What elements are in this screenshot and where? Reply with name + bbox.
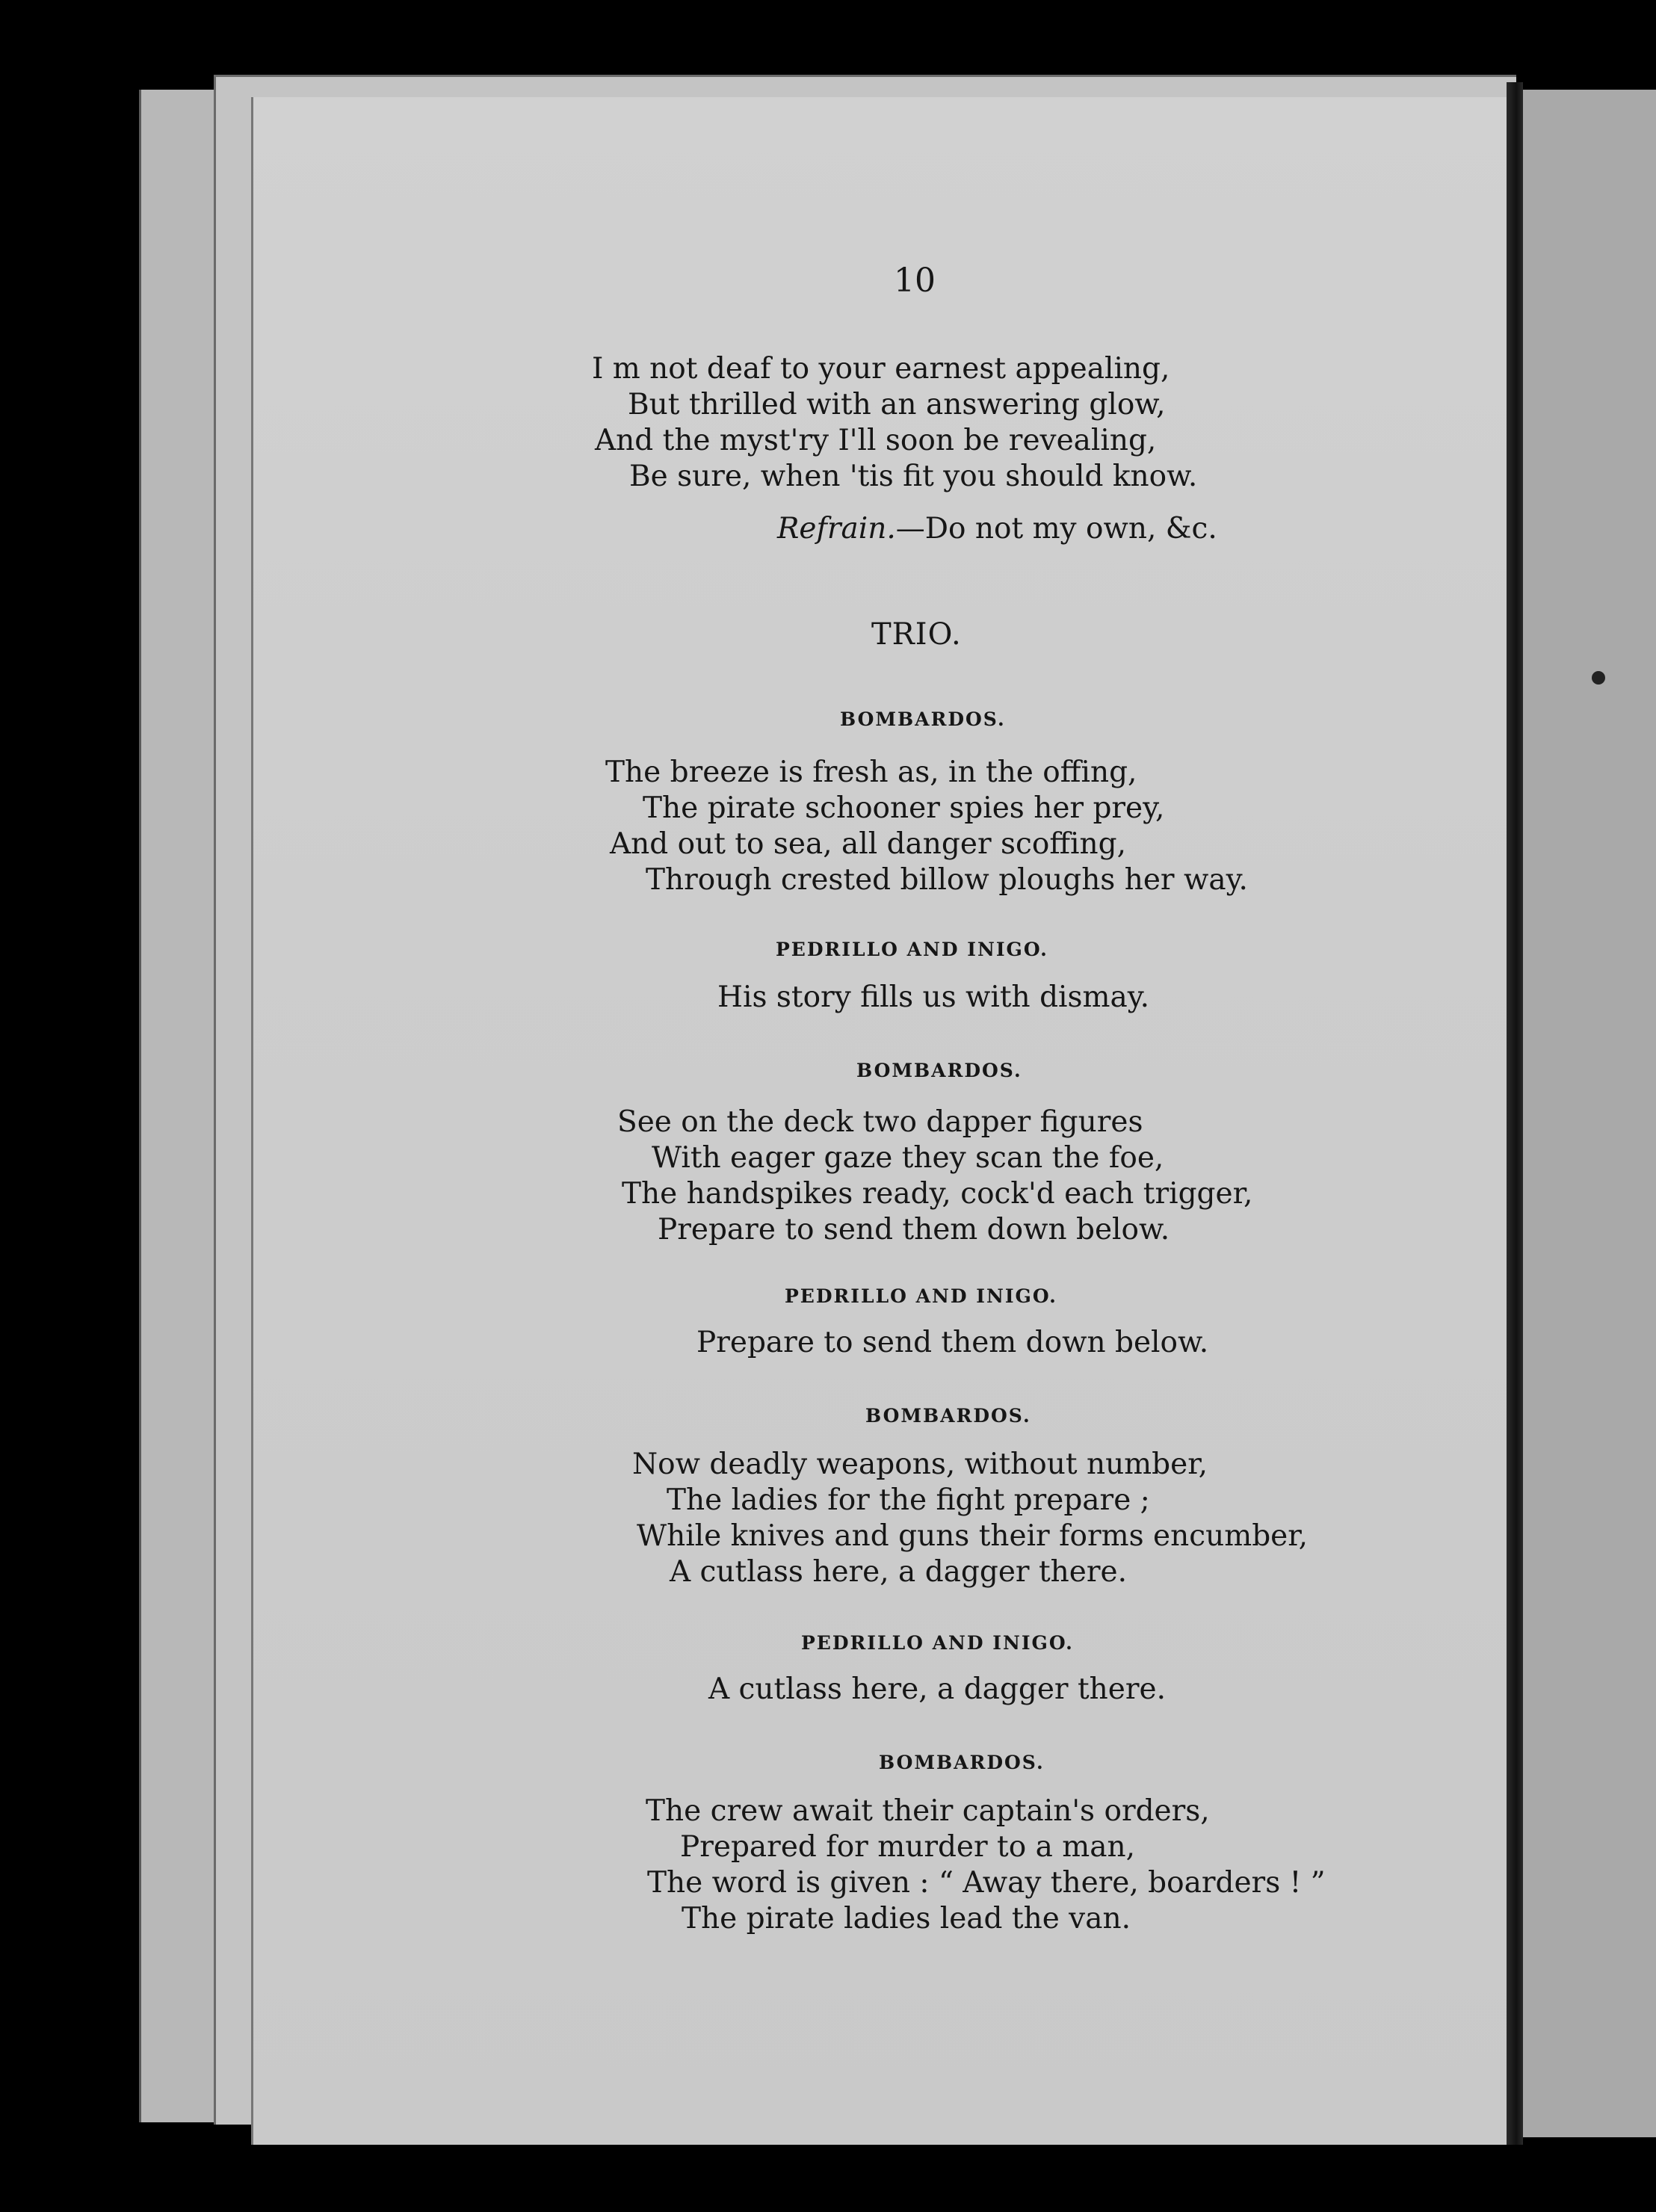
verse-line: With eager gaze they scan the foe, [652,1141,1164,1175]
verse-line: Through crested billow ploughs her way. [646,863,1248,897]
speaker-name: BOMBARDOS. [879,1752,1045,1773]
response-line: A cutlass here, a dagger there. [708,1672,1166,1706]
verse-line: But thrilled with an answering glow, [628,388,1166,421]
verse-line: Now deadly weapons, without number, [632,1448,1208,1481]
verse-line: And the myst'ry I'll soon be revealing, [595,424,1157,457]
book-spine [1507,82,1523,2145]
verse-line: The word is given : “ Away there, boarders ! ” [647,1866,1326,1900]
speaker-name: PEDRILLO AND INIGO. [776,939,1048,960]
verse-line: The crew await their captain's orders, [646,1794,1210,1828]
verse-line: Prepared for murder to a man, [680,1830,1135,1864]
response-line: Prepare to send them down below. [696,1326,1209,1359]
verse-line: A cutlass here, a dagger there. [670,1555,1127,1589]
facing-page-edge [1523,90,1656,2137]
refrain-line [777,511,1217,547]
verse-line: The breeze is fresh as, in the offing, [605,756,1137,789]
verse-line: While knives and guns their forms encumber, [637,1519,1308,1553]
verse-line: The ladies for the fight prepare ; [667,1483,1150,1517]
refrain-text: —Do not my own, &c. [895,512,1217,546]
verse-line: I m not deaf to your earnest appealing, [592,352,1170,386]
verse-line: The pirate ladies lead the van. [682,1902,1131,1936]
verse-line: Be sure, when 'tis fit you should know. [629,460,1198,493]
verse-line: Prepare to send them down below. [658,1213,1170,1246]
page-number: 10 [894,262,936,300]
speaker-name: BOMBARDOS. [865,1405,1031,1427]
verse-line: And out to sea, all danger scoffing, [610,827,1127,861]
speaker-name: PEDRILLO AND INIGO. [785,1285,1057,1307]
section-title: TRIO. [871,617,962,652]
ink-spot [1592,671,1605,685]
verse-line: See on the deck two dapper figures [617,1105,1143,1139]
refrain-label: Refrain. [777,512,896,546]
response-line: His story fills us with dismay. [717,980,1150,1014]
speaker-name: BOMBARDOS. [856,1060,1022,1081]
verse-line: The pirate schooner spies her prey, [643,791,1165,825]
speaker-name: PEDRILLO AND INIGO. [801,1632,1074,1654]
verse-line: The handspikes ready, cock'd each trigger, [622,1177,1253,1211]
speaker-name: BOMBARDOS. [840,708,1006,730]
